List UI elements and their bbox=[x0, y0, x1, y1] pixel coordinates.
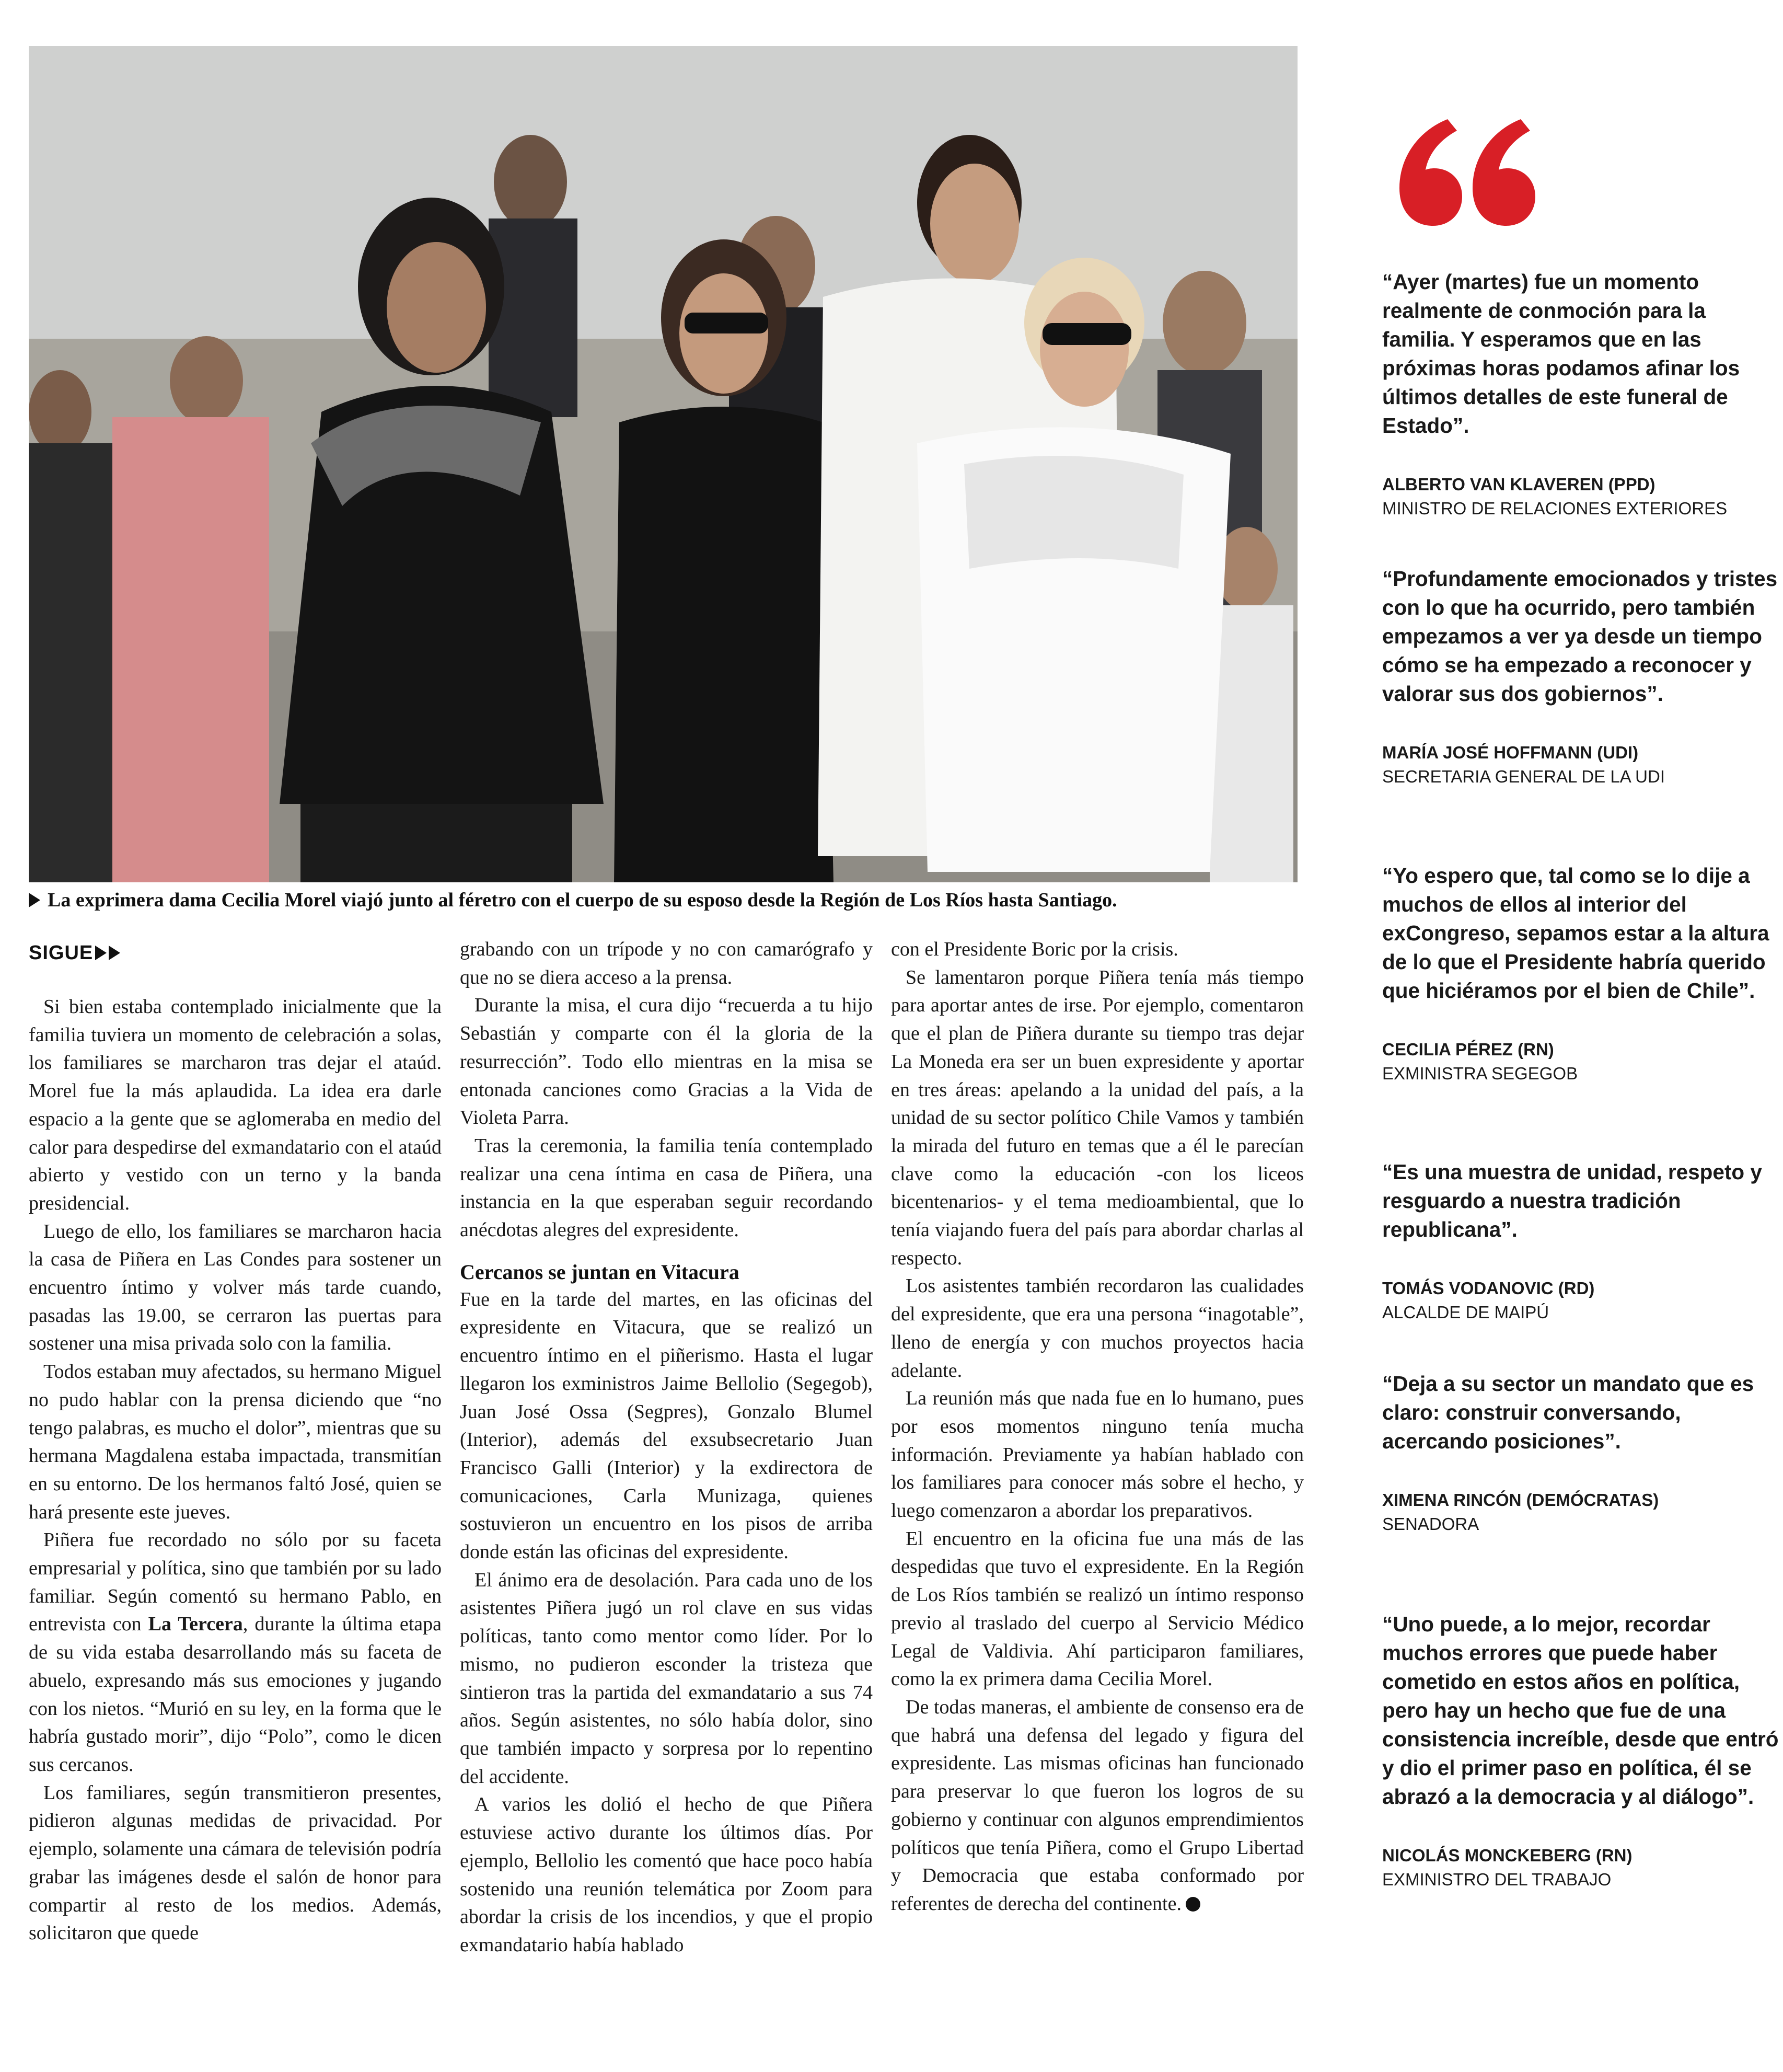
article-column-3 bbox=[891, 936, 1304, 1918]
paragraph: Los asistentes también recordaron las cualidades del expresidente, que era una persona “inagotable”, lleno de energía y con muchos proyectos hacia adelante. bbox=[891, 1275, 1304, 1382]
text-run: De todas maneras, el ambiente de consenso era de que habrá una defensa del legado y figura del expresidente. Las mismas oficinas han funcionado para preservar lo que fueron los logros de su gobierno y continuar con algunos emprendimientos políticos que tenía Piñera, como el Grupo Libertad y Democracia que estaba conformado por referentes de derecha del continente. bbox=[891, 1696, 1304, 1915]
quote-role: EXMINISTRA SEGEGOB bbox=[1382, 1064, 1578, 1083]
quote-role: EXMINISTRO DEL TRABAJO bbox=[1382, 1870, 1612, 1889]
quote-block bbox=[1382, 1610, 1779, 1892]
quote-role: SECRETARIA GENERAL DE LA UDI bbox=[1382, 767, 1665, 786]
paragraph bbox=[891, 1694, 1304, 1918]
paragraph: Se lamentaron porque Piñera tenía más tiempo para aportar antes de irse. Por ejemplo, comentaron que el plan de Piñera durante su tiempo tras dejar La Moneda era ser un buen expresidente y aportar en tres áreas: apelando a la unidad del país, a la unidad de su sector político Chile Vamos y también la mirada del futuro en temas que a él le parecían clave como la educación -con los liceos bicentenarios- y el tema medioambiental, que lo tenía viajando fuera del país para abordar charlas al respecto. bbox=[891, 966, 1304, 1269]
quote-author: NICOLÁS MONCKEBERG (RN) bbox=[1382, 1846, 1633, 1865]
quote-role: SENADORA bbox=[1382, 1514, 1479, 1534]
caption-triangle-icon bbox=[29, 893, 40, 907]
paragraph: Todos estaban muy afectados, su hermano Miguel no pudo hablar con la prensa diciendo que “no tengo palabras, es mucho el dolor”, mientras que su hermana Magdalena estaba impactada, transmitían en su entorno. De los hermanos faltó José, quien se hará presente este jueves. bbox=[29, 1361, 442, 1523]
article-column-1 bbox=[29, 993, 442, 1948]
paragraph: Fue en la tarde del martes, en las oficinas del expresidente en Vitacura, que se realizó un encuentro íntimo en el piñerismo. Hasta el lugar llegaron los exministros Jaime Bellolio (Segegob), Juan José Ossa (Segpres), Gonzalo Blumel (Interior), además del exsubsecretario Juan Francisco Galli (Interior) y la exdirectora de comunicaciones, Carla Munizaga, quienes sostuvieron un encuentro en los pisos de arriba donde están las oficinas del expresidente. bbox=[460, 1288, 873, 1563]
paragraph: A varios les dolió el hecho de que Piñera estuviese activo durante los últimos días. Por ejemplo, Bellolio les comentó que hace poco había sostenido una reunión telemática por Zoom para abordar la crisis de los incendios, y que el propio exmandatario había hablado bbox=[460, 1793, 873, 1956]
news-photo bbox=[29, 46, 1298, 882]
quote-text: “Yo espero que, tal como se lo dije a muchos de ellos al interior del exCongreso, sepamos estar a la altura de lo que el Presidente habría querido que hiciéramos por el bien de Chile”. bbox=[1382, 864, 1769, 1003]
paragraph: El encuentro en la oficina fue una más de las despedidas que tuvo el expresidente. En la Región de Los Ríos también se realizó un íntimo responso previo al traslado del cuerpo al Servicio Médico Legal de Valdivia. Ahí participaron familiares, como la ex primera dama Cecilia Morel. bbox=[891, 1527, 1304, 1690]
paragraph: Luego de ello, los familiares se marcharon hacia la casa de Piñera en Las Condes para sostener un encuentro íntimo y volver más tarde cuando, pasadas las 19.00, se cerraron las puertas para sostener una misa privada solo con la familia. bbox=[29, 1220, 442, 1355]
quote-block bbox=[1382, 1158, 1779, 1325]
newspaper-name: La Tercera bbox=[148, 1613, 243, 1636]
paragraph: El ánimo era de desolación. Para cada uno de los asistentes Piñera jugó un rol clave en sus vidas políticas, tanto como mentor como líder. Por lo mismo, no pudieron esconder la tristeza que sintieron tras la partida del exmandatario a sus 74 años. Según asistentes, no sólo había dolor, sino que también impacto y sorpresa por lo repentino del accidente. bbox=[460, 1569, 873, 1788]
paragraph bbox=[29, 1526, 442, 1779]
text-run: , durante la última etapa de su vida estaba desarrollando más su faceta de abuelo, expresando más sus emociones y jugando con los nietos. “Murió en su ley, en la forma que le habría gustado morir”, dijo “Polo”, como le dicen sus cercanos. bbox=[29, 1613, 442, 1776]
photo-illustration bbox=[29, 46, 1298, 882]
quote-author: TOMÁS VODANOVIC (RD) bbox=[1382, 1279, 1595, 1298]
quote-text: “Deja a su sector un mandato que es claro: construir conversando, acercando posiciones”. bbox=[1382, 1372, 1754, 1453]
paragraph: Durante la misa, el cura dijo “recuerda a tu hijo Sebastián y comparte con él la gloria de la resurrección”. Todo ello mientras en la misa se entonada canciones como Gracias a la Vida de Violeta Parra. bbox=[460, 994, 873, 1129]
sigue-text: SIGUE bbox=[29, 942, 94, 964]
quote-block bbox=[1382, 1369, 1779, 1536]
arrow-right-icon bbox=[95, 946, 107, 960]
paragraph: La reunión más que nada fue en lo humano, pues por esos momentos ninguno tenía mucha información. Previamente ya habían hablado con los familiares para conocer más sobre el hecho, y luego comenzaron a abordar los preparativos. bbox=[891, 1387, 1304, 1522]
quote-block bbox=[1382, 861, 1779, 1086]
photo-caption bbox=[29, 889, 1304, 915]
quote-author: XIMENA RINCÓN (DEMÓCRATAS) bbox=[1382, 1490, 1659, 1510]
quote-text: “Profundamente emocionados y tristes con lo que ha ocurrido, pero también empezamos a ver ya desde un tiempo cómo se ha empezado a reconocer y valorar sus dos gobiernos”. bbox=[1382, 567, 1778, 706]
quote-mark-icon bbox=[1390, 110, 1536, 230]
arrow-right-icon bbox=[109, 946, 120, 960]
paragraph: grabando con un trípode y no con camarógrafo y que no se diera acceso a la prensa. bbox=[460, 938, 873, 988]
paragraph: Los familiares, según transmitieron presentes, pidieron algunas medidas de privacidad. Por ejemplo, solamente una cámara de televisión podría grabar las imágenes desde el salón de honor para compartir al resto de los medios. Además, solicitaron que quede bbox=[29, 1781, 442, 1944]
paragraph: Tras la ceremonia, la familia tenía contemplado realizar una cena íntima en casa de Piñera, una instancia en la que esperaban seguir recordando anécdotas alegres del expresidente. bbox=[460, 1134, 873, 1241]
quote-role: MINISTRO DE RELACIONES EXTERIORES bbox=[1382, 499, 1728, 518]
quote-block bbox=[1382, 268, 1779, 521]
sigue-label bbox=[29, 942, 120, 964]
quote-text: “Uno puede, a lo mejor, recordar muchos errores que puede haber cometido en estos años en política, pero hay un hecho que fue de una consistencia increíble, desde que entró y dio el primer paso en política, él se abrazó a la democracia y al diálogo”. bbox=[1382, 1612, 1779, 1809]
quote-author: ALBERTO VAN KLAVEREN (PPD) bbox=[1382, 475, 1655, 494]
end-mark-icon bbox=[1186, 1897, 1200, 1912]
quote-role: ALCALDE DE MAIPÚ bbox=[1382, 1303, 1549, 1322]
quote-author: CECILIA PÉREZ (RN) bbox=[1382, 1040, 1554, 1059]
quote-author: MARÍA JOSÉ HOFFMANN (UDI) bbox=[1382, 743, 1639, 762]
paragraph: Si bien estaba contemplado inicialmente que la familia tuviera un momento de celebración a solas, los familiares se marcharon tras dejar el ataúd. Morel fue la más aplaudida. La idea era darle espacio a la gente que se aglomeraba en medio del calor para despedirse del exmandatario con el ataúd abierto y vestido con un terno y la banda presidencial. bbox=[29, 996, 442, 1214]
quote-text: “Es una muestra de unidad, respeto y resguardo a nuestra tradición republicana”. bbox=[1382, 1160, 1762, 1241]
article-column-2 bbox=[460, 936, 873, 1960]
paragraph: con el Presidente Boric por la crisis. bbox=[891, 938, 1178, 960]
caption-text: La exprimera dama Cecilia Morel viajó junto al féretro con el cuerpo de su esposo desde la Región de Los Ríos hasta Santiago. bbox=[48, 889, 1117, 911]
subheading: Cercanos se juntan en Vitacura bbox=[460, 1260, 739, 1284]
text-run: Piñera fue recordado no sólo por su faceta empresarial y política, sino que también por su lado familiar. Según comentó su hermano Pablo, en entrevista con bbox=[29, 1529, 442, 1636]
quote-block bbox=[1382, 565, 1779, 789]
quote-text: “Ayer (martes) fue un momento realmente de conmoción para la familia. Y esperamos que en las próximas horas podamos afinar los últimos detalles de este funeral de Estado”. bbox=[1382, 270, 1740, 438]
